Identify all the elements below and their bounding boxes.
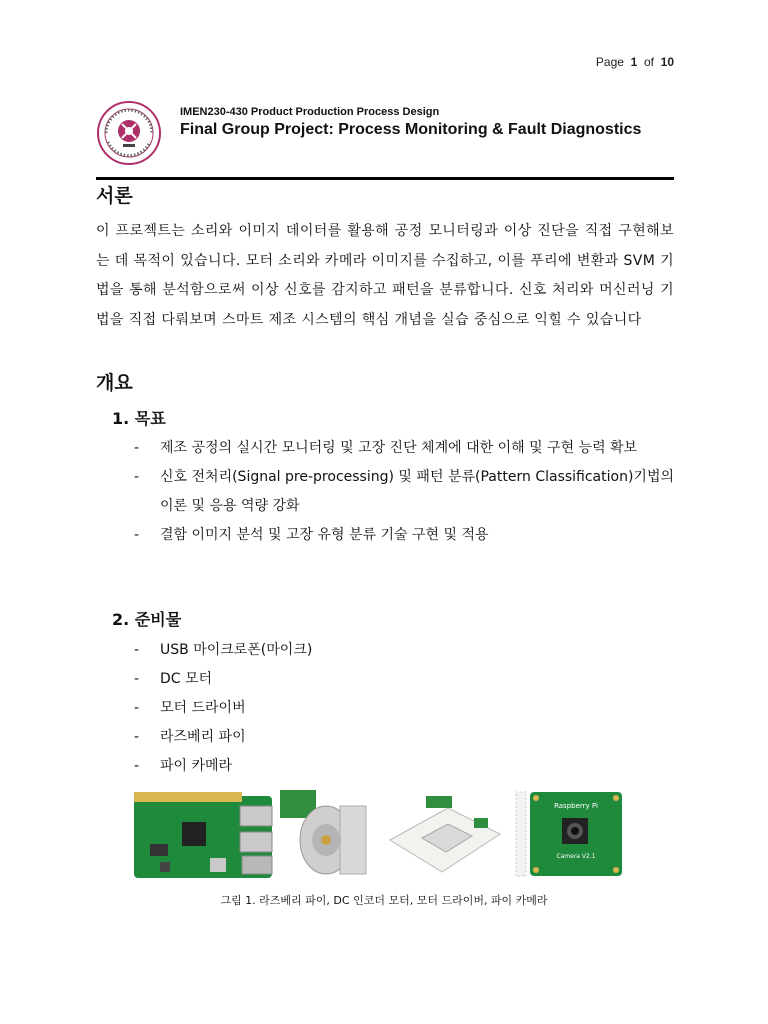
motor-driver-image: [390, 796, 500, 872]
goals-list: [134, 434, 674, 550]
intro-paragraph: 이 프로젝트는 소리와 이미지 데이터를 활용해 공정 모니터링과 이상 진단을 직접 구현해보는 데 목적이 있습니다. 모터 소리와 카메라 이미지를 수집하고, 이를 푸리에 변환과 SVM 기법을 통해 분석함으로써 이상 신호를 감지하고 패턴을 분류합니다. 신호 처리와 머신러닝 기법을 직접 다뤄보며 스마트 제조 시스템의 핵심 개념을 실습 중심으로 익힐 수 있습니다: [96, 223, 674, 328]
list-item: - 라즈베리 파이: [134, 729, 246, 745]
university-crest-icon: [96, 100, 162, 166]
section-heading-intro: 서론: [96, 185, 133, 207]
camera-model-label: Camera V2.1: [556, 853, 596, 860]
list-item: - 결함 이미지 분석 및 고장 유형 분류 기술 구현 및 적용: [134, 527, 489, 543]
document-title: Final Group Project: Process Monitoring & Fault Diagnostics: [180, 121, 642, 138]
list-item: - USB 마이크로폰(마이크): [134, 642, 313, 658]
list-item: - 제조 공정의 실시간 모니터링 및 고장 진단 체계에 대한 이해 및 구현 능력 확보: [134, 440, 638, 456]
raspberry-pi-board-image: [134, 792, 272, 878]
subheading-materials: 2. 준비물: [112, 610, 182, 629]
header-rule: [96, 177, 674, 180]
dc-motor-image: [280, 790, 366, 874]
document-header: [96, 100, 674, 178]
page-number: Page 1 of 10: [595, 55, 674, 69]
figure-caption: 그림 1. 라즈베리 파이, DC 인코더 모터, 모터 드라이버, 파이 카메라: [220, 894, 548, 907]
list-item: - 신호 전처리(Signal pre-processing) 및 패턴 분류(Pattern Classification)기법의 이론 및 응용 역량 강화: [134, 469, 674, 514]
list-item: - DC 모터: [134, 671, 213, 687]
list-item: - 파이 카메라: [134, 758, 233, 774]
camera-board-label: Raspberry Pi: [554, 802, 598, 810]
course-code: IMEN230-430 Product Production Process Design: [180, 106, 440, 118]
pi-camera-image: [516, 792, 622, 876]
list-item: - 모터 드라이버: [134, 700, 246, 716]
materials-list: [134, 636, 674, 781]
section-heading-overview: 개요: [96, 372, 133, 394]
subheading-goals: 1. 목표: [112, 409, 166, 428]
hardware-figure: [130, 788, 630, 880]
